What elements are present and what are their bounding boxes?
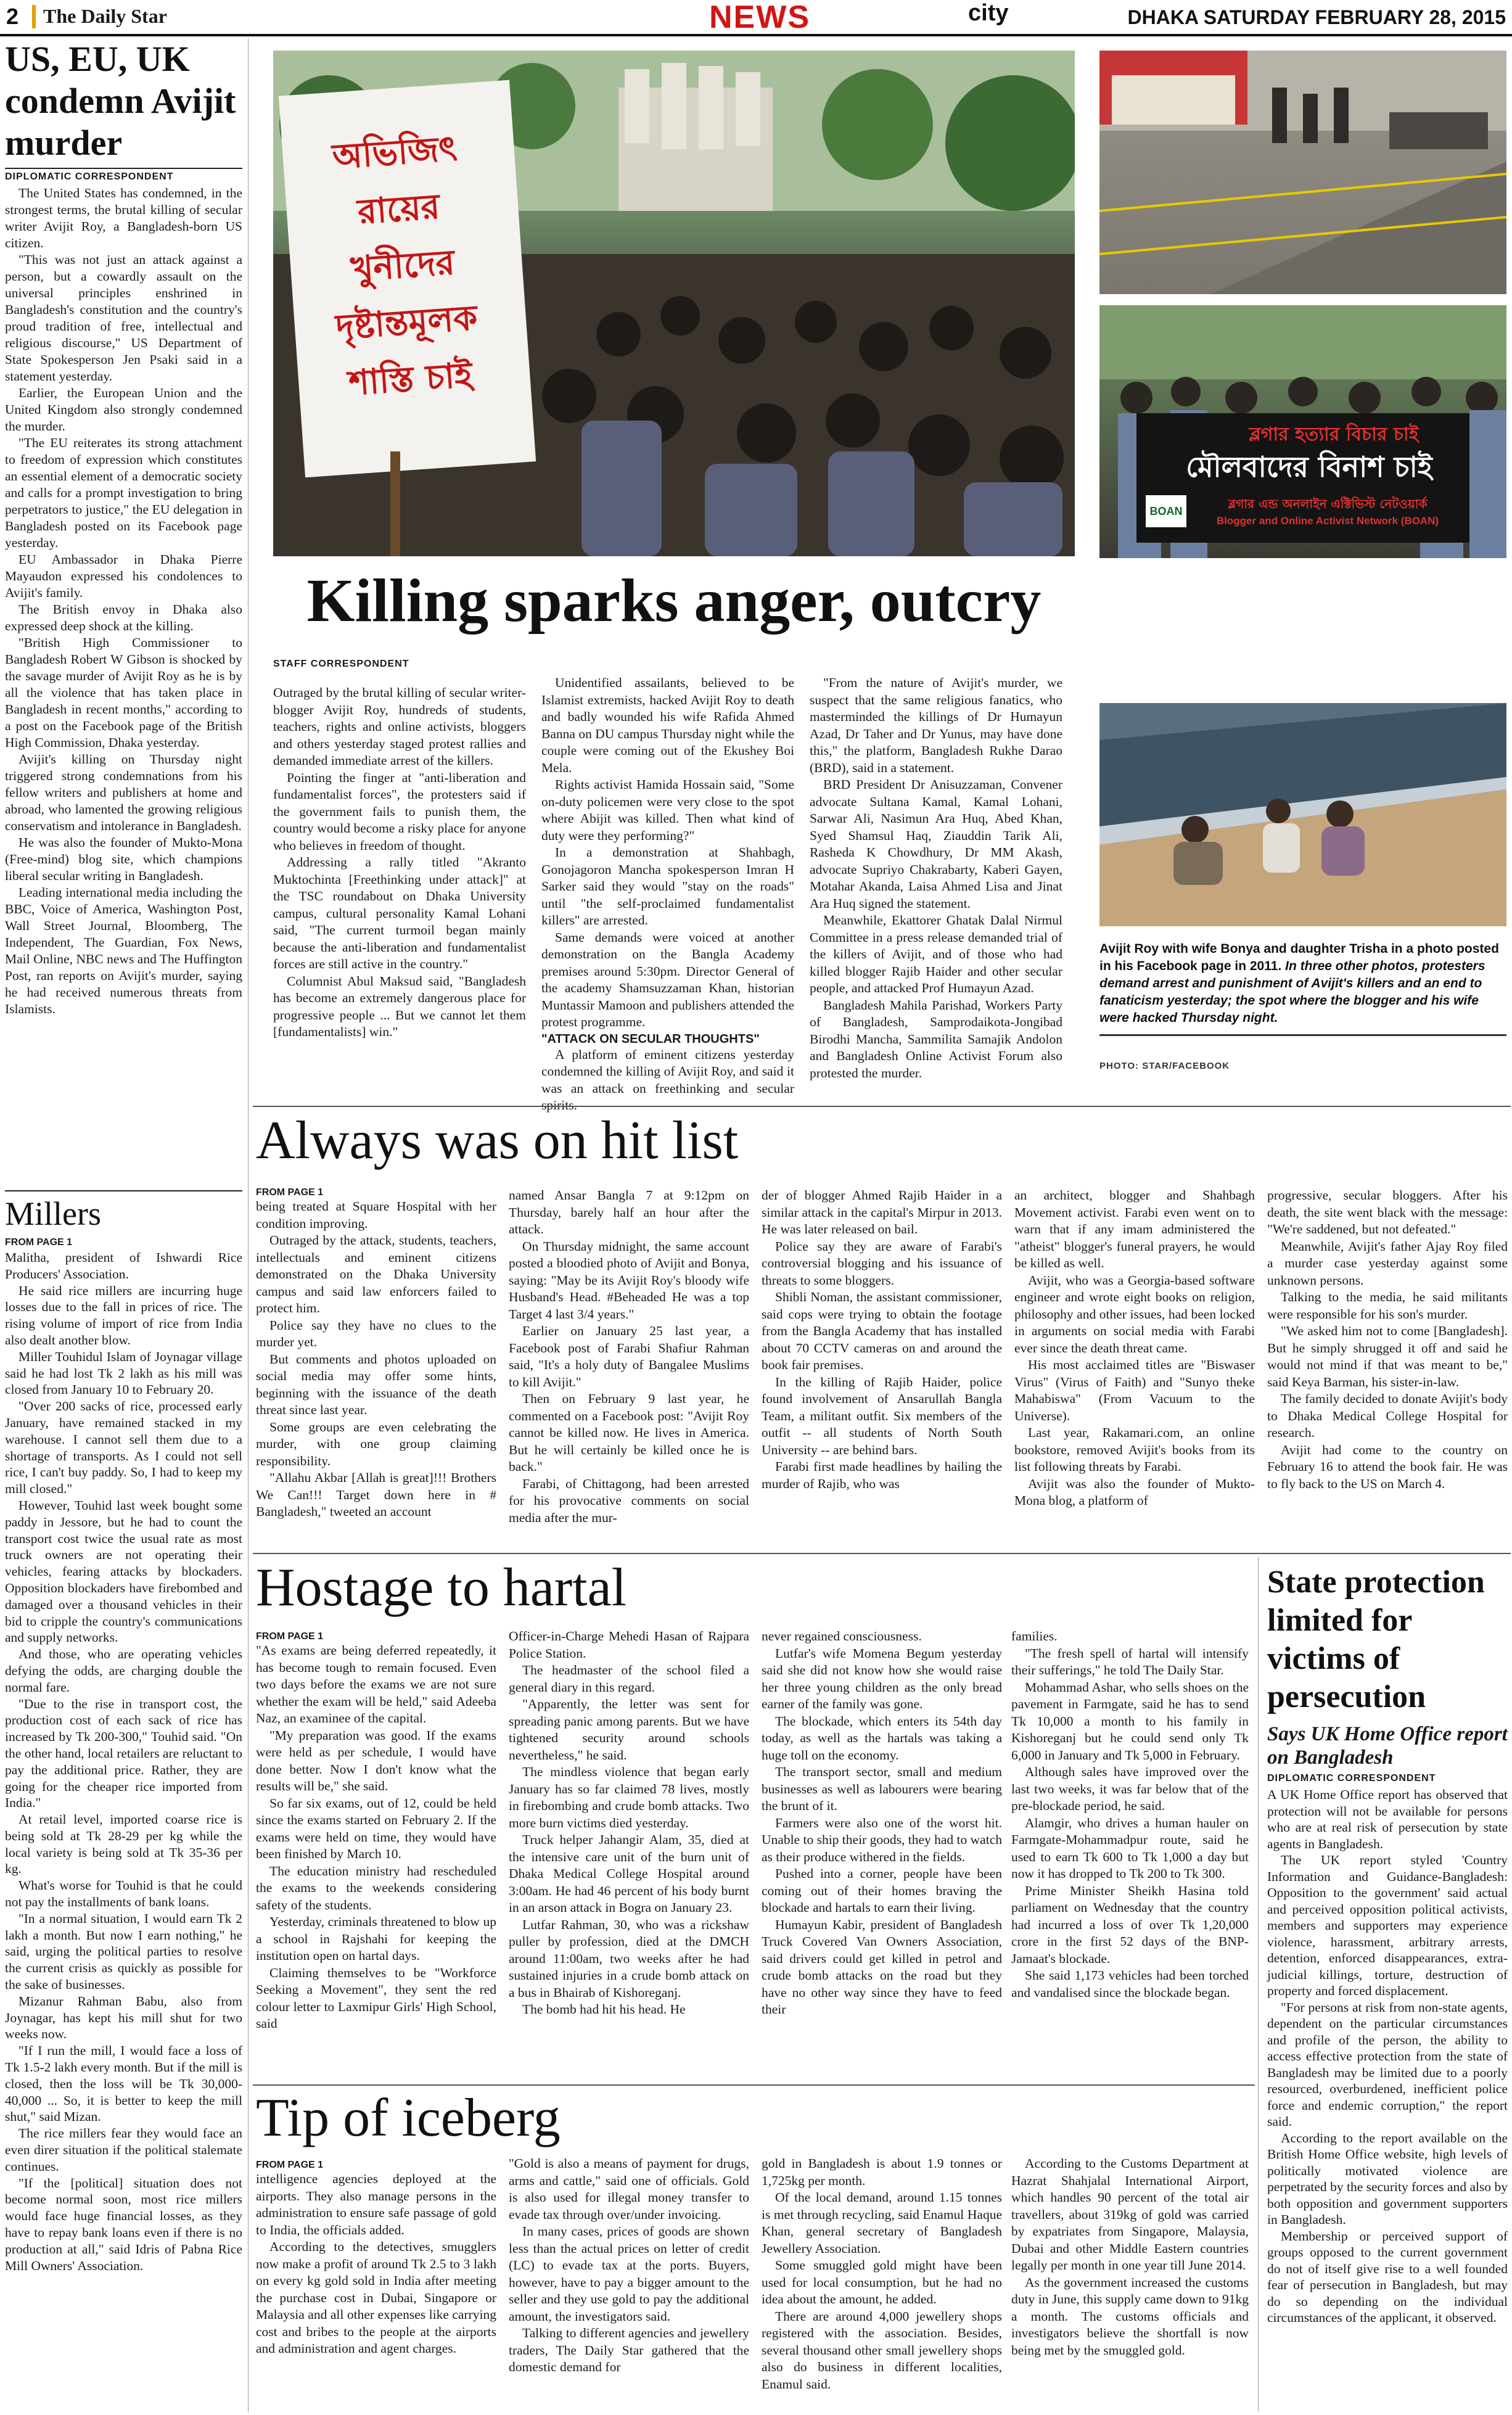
divider <box>5 168 242 169</box>
paragraph: Rights activist Hamida Hossain said, "Some on-duty policemen were very close to the spot where Abijit was killed. Then what kind of duty were they performing?" <box>541 777 794 843</box>
paragraph: Addressing a rally titled "Akranto Muktochinta [Freethinking under attack]" at the TSC roundabout on Dhaka University campus, cultural personality Kamal Lohani said, "The current turmoil began mainly because the anti-liberation and fundamentalist forces are still active in the country." <box>273 855 526 971</box>
paragraph: named Ansar Bangla 7 at 9:12pm on Thursday, barely half an hour after the attack. <box>509 1188 749 1236</box>
dateline: DHAKA SATURDAY FEBRUARY 28, 2015 <box>1127 6 1506 28</box>
paragraph: "In a normal situation, I would earn Tk 2 lakh a month. But now I earn nothing," he said, urging the political parties to resolve the current crisis as quickly as possible for the sake of businesses. <box>5 1911 242 1993</box>
paragraph: Lutfar Rahman, 30, who was a rickshaw puller by profession, died at the DMCH around 11:00am, two weeks after he had sustained injuries in a crude bomb attack on a bus in Bhairab of Kishoreganj. <box>509 1917 749 2000</box>
paragraph: "For persons at risk from non-state agents, dependent on the particular circumstances and profile of the person, the ability to access effective protection from the state of Bangladesh may be limited due to a poorly resourced, overburdened, inefficient police force and endemic corruption," the report said. <box>1267 1999 1508 2129</box>
paragraph: Some smuggled gold might have been used for local consumption, but he had no idea about the amount, he added. <box>762 2258 1002 2306</box>
family-beach-illustration <box>1099 703 1506 926</box>
iceberg-headline: Tip of iceberg <box>256 2088 561 2148</box>
iceberg-col-3 <box>762 2155 1002 2393</box>
paragraph: According to the Customs Department at Hazrat Shahjalal International Airport, which handles 90 percent of the total air travellers, about 319kg of gold was carried by expatriates from Singapore, Malaysia, Dubai and other Middle Eastern countries legally per month in one year till June 2014. <box>1011 2156 1249 2273</box>
paragraph: She said 1,173 vehicles had been torched and vandalised since the blockade began. <box>1011 1968 1249 2000</box>
lead-col-3 <box>810 675 1062 1082</box>
paragraph: And those, who are operating vehicles defying the odds, are charging double the normal fare. <box>5 1647 242 1695</box>
divider <box>253 1553 1511 1554</box>
column-divider <box>248 38 249 2413</box>
paragraph: Claiming themselves to be "Workforce Seeking a Movement", they sent the red colour letter to Laxmipur Girls' High School, said <box>256 1965 496 2031</box>
paragraph: The British envoy in Dhaka also expressed deep shock at the killing. <box>5 602 242 633</box>
hitlist-col-3 <box>762 1187 1002 1492</box>
paragraph: Yesterday, criminals threatened to blow up a school in Rajshahi for keeping the institution open on hartal days. <box>256 1914 496 1963</box>
banner-org-english: Blogger and Online Activist Network (BOAN) <box>1216 515 1439 527</box>
banner-logo: BOAN <box>1146 495 1186 527</box>
hitlist-col-5 <box>1267 1187 1508 1492</box>
paragraph: Earlier on January 25 last year, a Facebook post of Farabi Shafiur Rahman said, "It's a holy duty of Bangalee Muslims to kill Avijit." <box>509 1323 749 1389</box>
paragraph: "My preparation was good. If the exams were held as per schedule, I would have done better. Now I don't know what the results will be," she said. <box>256 1727 496 1793</box>
paragraph: His most acclaimed titles are "Biswaser Virus" (Virus of Faith) and "Sunyo theke Mahabiswa" (From Vacuum to the Universe). <box>1014 1357 1255 1423</box>
hartal-col-1 <box>256 1642 496 2033</box>
lead-headline: Killing sparks anger, outcry <box>306 566 1042 635</box>
paragraph: Meanwhile, Avijit's father Ajay Roy filed a murder case yesterday against some unknown persons. <box>1267 1238 1508 1288</box>
paragraph: "Gold is also a means of payment for drugs, arms and cattle," said one of officials. Gold is also used for illegal money transfer to evade tax through over/under invoicing. <box>509 2156 749 2222</box>
from-page-label: FROM PAGE 1 <box>256 1631 324 1642</box>
paragraph: "The EU reiterates its strong attachment to freedom of expression which constitutes an essential element of a democratic society and calls for a prompt investigation to bring perpetrators to justice," the EU delegation in Bangladesh posted on its Facebook page yesterday. <box>5 435 242 550</box>
section-title: NEWS <box>709 0 810 35</box>
paragraph: Avijit, who was a Georgia-based software engineer and wrote eight books on religion, philosophy and other issues, had been locked in arguments on social media with Farabi ever since the death threat came. <box>1014 1272 1255 1356</box>
hartal-col-2 <box>509 1628 749 2018</box>
paragraph: Malitha, president of Ishwardi Rice Producers' Association. <box>5 1250 242 1282</box>
paragraph: Then on February 9 last year, he commented on a Facebook post: "Avijit Roy cannot be killed now. He lives in America. But he will certainly be killed once he is back." <box>509 1391 749 1474</box>
paragraph: Farabi first made headlines by hailing the murder of Rajib, who was <box>762 1459 1002 1491</box>
paragraph: Avijit's killing on Thursday night triggered strong condemnations from his fellow writers and publishers at home and abroad, who lamented the growing religious conservatism and intolerance in Bangladesh. <box>5 752 242 833</box>
paragraph: Talking to different agencies and jewellery traders, The Daily Star gathered that the domestic demand for <box>509 2326 749 2374</box>
photo-credit: PHOTO: STAR/FACEBOOK <box>1099 1061 1230 1071</box>
us-eu-uk-byline: DIPLOMATIC CORRESPONDENT <box>5 171 174 182</box>
paragraph: der of blogger Ahmed Rajib Haider in a similar attack in the capital's Mirpur in 2013. He was later released on bail. <box>762 1188 1002 1236</box>
paragraph: In a demonstration at Shahbagh, Gonojagoron Mancha spokesperson Imran H Sarker said they would "stay on the roads" until "the self-proclaimed fundamentalist killers" are arrested. <box>541 845 794 928</box>
paragraph: Mizanur Rahman Babu, also from Joynagar, has kept his mill shut for two weeks now. <box>5 1993 242 2042</box>
subsection-title: city <box>968 0 1009 26</box>
paragraph: Shibli Noman, the assistant commissioner, said cops were trying to obtain the footage from the Bangla Academy that has installed about 70 CCTV cameras on and around the book fair premises. <box>762 1290 1002 1372</box>
paragraph: The UK report styled 'Country Information and Guidance-Bangladesh: Opposition to the government' said actual and perceived opposition political activists, members and supporters may experience violence, harassment, arbitrary arrests, detention, enforced disappearances, extra-judicial killings, torture, destruction of property and forced displacement. <box>1267 1853 1508 1998</box>
paragraph: The transport sector, small and medium businesses as well as labourers were bearing the brunt of it. <box>762 1764 1002 1813</box>
paragraph: "This was not just an attack against a person, but a cowardly assault on the universal principles enshrined in Bangladesh's constitution and the country's proud tradition of free, intellectual and religious discourse," US Department of State Spokesperson Jen Psaki said in a statement yesterday. <box>5 252 242 384</box>
paragraph: "Due to the rise in transport cost, the production cost of each sack of rice has increased by Tk 200-300," Touhid said. "On the other hand, local retailers are reluctant to pay the additional price. Rather, they are going for the cheaper rice imported from India." <box>5 1696 242 1811</box>
paragraph: BRD President Dr Anisuzzaman, Convener advocate Sultana Kamal, Kamal Lohani, Sarwar Ali, Nasimun Ara Huq, Abed Khan, Syed Shamsul Haq, Ziauddin Tarik Ali, Rasheda K Chowdhury, Dr MM Akash, advocate Supriyo Chakrabarty, Kaberi Gayen, Motahar Akanda, Laisa Ahmed Lisa and Jinat Ara Huq signed the statement. <box>810 777 1062 911</box>
boan-protest-photo <box>1099 305 1506 558</box>
paragraph: Avijit was also the founder of Mukto-Mona blog, a platform of <box>1014 1476 1255 1508</box>
paragraph: However, Touhid last week bought some paddy in Jessore, but he had to count the transport cost twice the usual rate as most truck owners are not operating their vehicles, fearing attacks by blockaders. Opposition blockaders have firebombed and damaged over a thousand vehicles in their bid to cripple the country's communications and supply networks. <box>5 1497 242 1645</box>
paragraph: According to the detectives, smugglers now make a profit of around Tk 2.5 to 3 lakh on every kg gold sold in India after meeting the purchase cost in Dubai, Singapore or Malaysia and all other expenses like carrying cost and bribes to the people at the airports and administration and agent charges. <box>256 2239 496 2356</box>
paragraph: At retail level, imported coarse rice is being sold at Tk 28-29 per kg while the local variety is being sold at Tk 35-36 per kg. <box>5 1812 242 1877</box>
lead-col-1 <box>273 685 526 1041</box>
protest-rally-photo <box>273 51 1075 556</box>
paragraph: "British High Commissioner to Bangladesh Robert W Gibson is shocked by the savage murder of Avijit Roy as he is by all the violence that has taken place in Bangladesh in recent months," according to a post on the Facebook page of the British High Commission, Dhaka yesterday. <box>5 635 242 750</box>
paragraph: The rice millers fear they would face an even direr situation if the political stalemate continues. <box>5 2126 242 2174</box>
state-protection-byline: DIPLOMATIC CORRESPONDENT <box>1267 1773 1436 1783</box>
photo-caption-text <box>1099 940 1506 1027</box>
paragraph: But comments and photos uploaded on social media may offer some hints, beginning with the issuance of the death threat since last year. <box>256 1351 496 1417</box>
paragraph: Prime Minister Sheikh Hasina told parliament on Wednesday that the country had incurred a loss of over Tk 1,20,000 crore in the first 52 days of the BNP-Jamaat's blockade. <box>1011 1883 1249 1966</box>
hitlist-col-1 <box>256 1198 496 1521</box>
paragraph: Outraged by the brutal killing of secular writer-blogger Avijit Roy, hundreds of students, teachers, rights and online activists, bloggers and others yesterday staged protest rallies and demanded immediate arrest of the killers. <box>273 685 526 768</box>
divider <box>253 1106 1511 1107</box>
paragraph: Last year, Rakamari.com, an online bookstore, removed Avijit's books from its list following threats by Farabi. <box>1014 1425 1255 1474</box>
paragraph: Farabi, of Chittagong, had been arrested for his provocative comments on social media after the mur- <box>509 1476 749 1525</box>
paragraph: The family decided to donate Avijit's body to Dhaka Medical College Hospital for research. <box>1267 1391 1508 1440</box>
paragraph: What's worse for Touhid is that he could not pay the installments of bank loans. <box>5 1878 242 1910</box>
paragraph: Some groups are even celebrating the murder, with one group claiming responsibility. <box>256 1419 496 1468</box>
paragraph: Police say they have no clues to the murder yet. <box>256 1317 496 1349</box>
paragraph: Humayun Kabir, president of Bangladesh Truck Covered Van Owners Association, said drivers could get killed in petrol and crude bomb attacks on the road but they have no other way since they have to feed their <box>762 1917 1002 2017</box>
paragraph: The United States has condemned, in the strongest terms, the brutal killing of secular writer Avijit Roy, a Bangladesh-born US citizen. <box>5 186 242 250</box>
paragraph: The mindless violence that began early January has so far claimed 78 lives, mostly in firebombing and crude bomb attacks. Two more burn victims died yesterday. <box>509 1764 749 1830</box>
hartal-col-3 <box>762 1628 1002 2018</box>
paragraph: gold in Bangladesh is about 1.9 tonnes or 1,725kg per month. <box>762 2156 1002 2188</box>
paragraph: "If the [political] situation does not become normal soon, most rice millers would face huge financial losses, as they have to repay bank loans even if there is no production at all," said Idris of Pabna Rice Mill Owners' Association. <box>5 2175 242 2273</box>
masthead <box>0 0 1512 36</box>
paragraph: progressive, secular bloggers. After his death, the site went black with the message: "We're saddened, but not defeated." <box>1267 1188 1508 1236</box>
photo-caption <box>1099 940 1506 1071</box>
lead-byline: STAFF CORRESPONDENT <box>273 659 409 669</box>
us-eu-uk-body <box>5 185 242 1018</box>
paragraph: Of the local demand, around 1.15 tonnes is met through recycling, said Enamul Haque Khan, general secretary of Bangladesh Jewellery Association. <box>762 2190 1002 2256</box>
from-page-label: FROM PAGE 1 <box>5 1237 73 1248</box>
lead-col-2 <box>541 675 794 1114</box>
paragraph: A platform of eminent citizens yesterday condemned the killing of Avijit Roy, and said it was an attack on freethinking and secular spirits. <box>541 1047 794 1113</box>
paragraph: Mohammad Ashar, who sells shoes on the pavement in Farmgate, said he has to send Tk 10,000 a month to his family in Kishoreganj but he could send only Tk 6,000 in January and Tk 5,000 in February. <box>1011 1679 1249 1763</box>
placard-text: অভিজিৎ রায়ের খুনীদের দৃষ্টান্তমূলক শাস্তি চাই <box>331 128 479 404</box>
paragraph: Police say they are aware of Farabi's controversial blogging and his issuance of threats to some bloggers. <box>762 1238 1002 1288</box>
caption-plain: Avijit Roy with wife Bonya and daughter Trisha in a photo posted in his Facebook page in 2011. <box>1099 942 1499 973</box>
hitlist-col-4 <box>1014 1187 1255 1510</box>
paragraph: Alamgir, who drives a human hauler on Farmgate-Mohammadpur route, said he used to earn Tk 600 to Tk 1,000 a day but now it has dropped to Tk 200 to Tk 300. <box>1011 1815 1249 1881</box>
paragraph: "The fresh spell of hartal will intensify their sufferings," he told The Daily Star. <box>1011 1645 1249 1677</box>
iceberg-col-4 <box>1011 2155 1249 2359</box>
crime-scene-photo <box>1099 51 1506 294</box>
paragraph: The bomb had hit his head. He <box>522 2002 686 2017</box>
paragraph: On Thursday midnight, the same account posted a bloodied photo of Avijit and Bonya, saying: "May be its Avijit Roy's bloody wife Husband's Head. #Beheaded He was a top Target 4 last 3/4 years." <box>509 1238 749 1322</box>
paragraph: "Apparently, the letter was sent for spreading panic among parents. But we have tightened security around schools nevertheless," he said. <box>509 1697 749 1763</box>
paragraph: Although sales have improved over the last two weeks, it was far below that of the pre-blockade period, he said. <box>1011 1764 1249 1813</box>
paragraph: The education ministry had rescheduled the exams to the weekends considering safety of the students. <box>256 1863 496 1912</box>
paragraph: Bangladesh Mahila Parishad, Workers Party of Bangladesh, Samprodaikota-Jongibad Birodhi Mancha, Sammilita Samajik Andolon and Bangladesh Online Activist Forum also protested the murder. <box>810 997 1062 1080</box>
state-protection-body <box>1267 1787 1508 2326</box>
paragraph: Miller Touhidul Islam of Joynagar village said he had lost Tk 2 lakh as his mill was closed from January 10 to February 20. <box>5 1349 242 1397</box>
paragraph: Pointing the finger at "anti-liberation and fundamentalist forces", the protesters said if the government fails to punish them, the country would become a risky place for anyone who believes in freedom of thought. <box>273 770 526 853</box>
paragraph: intelligence agencies deployed at the airports. They also manage persons in the administration to ensure safe passage of gold to India, the officials added. <box>256 2171 496 2237</box>
paragraph: an architect, blogger and Shahbagh Movement activist. Farabi even went on to warn that if any imam administered the "atheist" blogger's funeral prayers, he would be killed as well. <box>1014 1188 1255 1270</box>
family-beach-photo <box>1099 703 1506 926</box>
paragraph: The headmaster of the school filed a general diary in this regard. <box>509 1663 749 1695</box>
page-number-bar <box>32 5 36 28</box>
from-page-label: FROM PAGE 1 <box>256 2160 324 2170</box>
hartal-headline: Hostage to hartal <box>256 1558 627 1618</box>
banner-line-1: ব্লগার হত্যার বিচার চাই <box>1249 424 1419 445</box>
paragraph: There are around 4,000 jewellery shops registered with the association. Besides, several thousand other small jewellery shops also do business in different localities, Enamul said. <box>762 2308 1002 2392</box>
divider <box>5 1190 242 1191</box>
paragraph: "Allahu Akbar [Allah is great]!!! Brothers We Can!!! Target down here in # Bangladesh," tweeted an account <box>256 1470 496 1519</box>
paragraph: Pushed into a corner, people have been coming out of their homes braving the blockade and hartals to earn their living. <box>762 1866 1002 1915</box>
paragraph: families. <box>1011 1629 1058 1644</box>
crime-scene-illustration <box>1099 51 1506 294</box>
paragraph: The blockade, which enters its 54th day today, as well as the hartals was taking a huge toll on the economy. <box>762 1713 1002 1763</box>
paragraph: Avijit had come to the country on February 16 to attend the book fair. He was to fly back to the US on March 4. <box>1267 1442 1508 1491</box>
paragraph: "From the nature of Avijit's murder, we suspect that the same religious fanatics, who masterminded the killings of Dr Humayun Azad, Dr Taher and Dr Yunus, may have done this," the platform, Bangladesh Rukhe Darao (BRD), said in a statement. <box>810 675 1062 775</box>
paragraph: "We asked him not to come [Bangladesh]. But he simply shrugged it off and said he would not mind if that was meant to be," said Keya Barman, his sister-in-law. <box>1267 1323 1508 1389</box>
divider <box>1099 1034 1506 1036</box>
paragraph: Lutfar's wife Momena Begum yesterday said she did not know how she would raise her three young children as the only bread earner of the family was gone. <box>762 1645 1002 1711</box>
millers-story <box>5 1190 242 2274</box>
state-protection-story <box>1267 1563 1508 2326</box>
paragraph: In many cases, prices of goods are shown less than the actual prices on letter of credit (LC) to evade tax at the ports. Buyers, however, have to pay a bigger amount to the seller and they use gold to pay the additional amount, the investigators said. <box>509 2224 749 2324</box>
paragraph: Talking to the media, he said militants were responsible for his son's murder. <box>1267 1290 1508 1322</box>
paragraph: Membership or perceived support of groups opposed to the current government do not of itself give rise to a well founded fear of persecution in Bangladesh, but may do so depending on the individual circumstances of the applicant, it observed. <box>1267 2228 1508 2325</box>
paragraph: Unidentified assailants, believed to be Islamist extremists, hacked Avijit Roy to death and badly wounded his wife Rafida Ahmed Banna on DU campus Thursday night while the couple were coming out of the Ekushey Boi Mela. <box>541 675 794 775</box>
hitlist-col-2 <box>509 1187 749 1526</box>
paragraph: "As exams are being deferred repeatedly, it has become tough to remain focused. Even two days before the exams we are not sure whether the exam will be held," said Adeeba Naz, an examinee of the capital. <box>256 1643 496 1726</box>
paragraph: Columnist Abul Maksud said, "Bangladesh has become an extremely dangerous place for progressive people ... But we cannot let them [fundamentalists] win." <box>273 973 526 1039</box>
us-eu-uk-headline: US, EU, UK condemn Avijit murder <box>5 39 236 163</box>
paragraph: Meanwhile, Ekattorer Ghatak Dalal Nirmul Committee in a press release demanded trial of the killers of Avijit, and of those who had killed blogger Rajib Haider and other secular people, and attacked Prof Humayun Azad. <box>810 913 1062 995</box>
us-eu-uk-story <box>5 38 242 1018</box>
state-protection-subheadline: Says UK Home Office report on Bangladesh <box>1267 1723 1508 1769</box>
paragraph: Same demands were voiced at another demonstration on the Bangla Academy premises around 5:30pm. Director General of the academy Shamsuzzaman Khan, historian Muntassir Mamoon and publishers attended the protest programme. <box>541 929 794 1029</box>
paragraph: Leading international media including the BBC, Voice of America, Washington Post, Wall Street Journal, Bloomberg, The Independent, The Guardian, Fox News, Mail Online, NBC news and The Huffington Post, ran reports on Avijit's murder, saying he had received numerous threats from Islamists. <box>5 885 242 1016</box>
paragraph: So far six exams, out of 12, could be held since the exams started on February 2. If the exams were held on time, they would have been finished by March 10. <box>256 1795 496 1861</box>
paragraph: A UK Home Office report has observed that protection will not be available for persons who are at real risk of persecution by state agents in Bangladesh. <box>1267 1787 1508 1851</box>
paragraph: Officer-in-Charge Mehedi Hasan of Rajpara Police Station. <box>509 1629 749 1661</box>
paragraph: never regained consciousness. <box>762 1629 922 1644</box>
iceberg-col-2 <box>509 2155 749 2376</box>
banner-org-bangla: ব্লগার এন্ড অনলাইন এক্টিভিস্ট নেটওয়ার্ক <box>1228 496 1428 511</box>
caption-italic: In three other photos, protesters demand arrest and punishment of Avijit's killers and an end to fanaticism yesterday; the spot where the blogger and his wife were hacked Thursday night. <box>1099 959 1485 1025</box>
paragraph: "Over 200 sacks of rice, processed early January, have remained stacked in my warehouse. I cannot sell them due to a shortage of transports. As I could not sell rice, I can't buy paddy. So, I had to keep my mill closed." <box>5 1399 242 1497</box>
paragraph: EU Ambassador in Dhaka Pierre Mayaudon expressed his condolences to Avijit's family. <box>5 552 242 600</box>
paragraph: In the killing of Rajib Haider, police found involvement of Ansarullah Bangla Team, a militant outfit. Six members of the outfit -- all students of North South University -- are behind bars. <box>762 1374 1002 1457</box>
paragraph: He said rice millers are incurring huge losses due to the fall in prices of rice. The rising volume of import of rice from India also dealt another blow. <box>5 1283 242 1347</box>
paper-logo: The Daily Star <box>43 5 167 27</box>
paragraph: According to the report available on the British Home Office website, high levels of politically motivated violence are perpetrated by the security forces and also by both opposition and government supporters in Bangladesh. <box>1267 2130 1508 2227</box>
paragraph: Farmers were also one of the worst hit. Unable to ship their goods, they had to watch as their produce withered in the fields. <box>762 1815 1002 1864</box>
hartal-col-4 <box>1011 1628 1249 2001</box>
paragraph: Outraged by the attack, students, teachers, intellectuals and eminent citizens demonstrated on the Dhaka University campus and said law enforcers failed to protect him. <box>256 1233 496 1315</box>
state-protection-headline: State protection limited for victims of persecution <box>1267 1565 1485 1714</box>
millers-headline: Millers <box>5 1195 101 1232</box>
divider <box>253 2084 1255 2086</box>
page-number: 2 <box>6 4 19 29</box>
hitlist-headline: Always was on hit list <box>256 1111 739 1170</box>
banner-line-2: মৌলবাদের বিনাশ চাই <box>1186 450 1432 483</box>
lead-subhead: "ATTACK ON SECULAR THOUGHTS" <box>541 1032 760 1046</box>
iceberg-col-1 <box>256 2171 496 2358</box>
paragraph: Earlier, the European Union and the United Kingdom also strongly condemned the murder. <box>5 385 242 434</box>
millers-body <box>5 1249 242 2274</box>
paragraph: Truck helper Jahangir Alam, 35, died at the intensive care unit of the burn unit of Dhaka Medical College Hospital around 3:00am. He had 46 percent of his body burnt in an arson attack in Bogra on January 23. <box>509 1832 749 1915</box>
paragraph: As the government increased the customs duty in June, this supply came down to 91kg a month. The customs officials and investigators believe the shortfall is now being met by the smuggled gold. <box>1011 2274 1249 2358</box>
paragraph: "If I run the mill, I would face a loss of Tk 1.5-2 lakh every month. But if the mill is closed, then the loss will be Tk 30,000-40,000 ... So, it is better to keep the mill shut," said Mizan. <box>5 2043 242 2125</box>
from-page-label: FROM PAGE 1 <box>256 1187 324 1198</box>
column-divider <box>1258 1557 1259 2411</box>
paragraph: being treated at Square Hospital with her condition improving. <box>256 1199 496 1231</box>
paragraph: He was also the founder of Mukto-Mona (Free-mind) blog site, which champions liberal secular writing in Bangladesh. <box>5 835 242 883</box>
